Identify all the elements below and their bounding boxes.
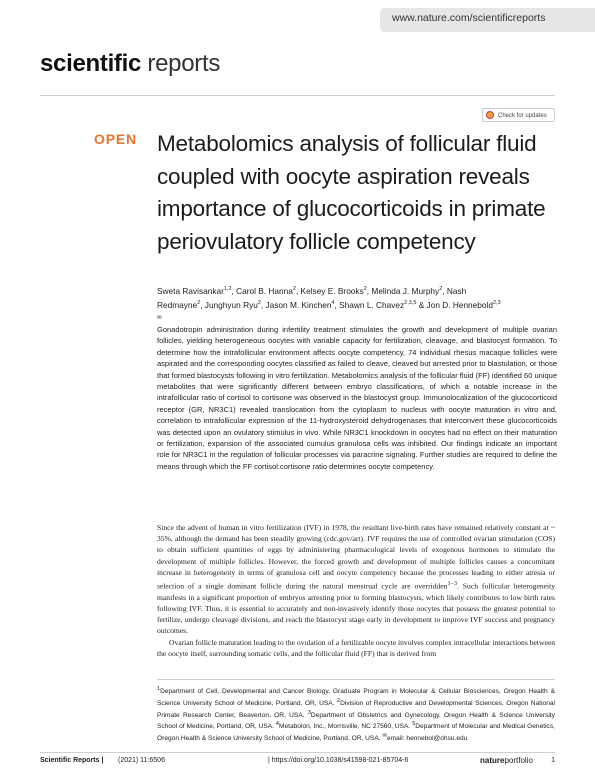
page-footer — [40, 755, 555, 771]
open-access-label: OPEN — [94, 131, 137, 147]
nature-portfolio-logo — [480, 756, 533, 765]
affiliation-divider — [157, 679, 555, 680]
affiliations: $^1$Department of Cell, Developmental and Cancer Biology, Graduate Program in Molecular & Cellular Biosciences, Oregon Health & Science University School of Medicine, Portland, OR, USA. $^2$Division of Reproductive and Developmental Sciences, Oregon National Primate Research Center, Beaverton, OR, USA. $^3$Department of Obstetrics and Gynecology, Oregon Health & Science University School of Medicine, Portland, OR, USA. $^4$Metabolon, Inc., Morrisville, NC 27560, USA. $^5$Department of Molecular and Medical Genetics, Oregon Health & Science University School of Medicine, Portland, OR, USA. ✉email: hennebol@ohsu.edu — [157, 686, 555, 743]
brand-light: portfolio — [504, 756, 533, 765]
footer-journal: Scientific Reports | — [40, 757, 104, 764]
header-divider — [40, 95, 555, 96]
footer-doi-link[interactable]: | https://doi.org/10.1038/s41598-021-85704-6 — [268, 757, 409, 764]
body-paragraph-1: Since the advent of human in vitro fertilization (IVF) in 1978, the resultant live-birth rates have remained relatively constant at ~ 35%, although the demand has been steadily growing (cdc.gov/art). IVF requires the use of controlled ovarian stimulation (COS) to obtain sufficient quantities of eggs by administering pharmacological levels of exogenous hormones to stimulate the development of multiple follicles. However, the forced growth and development of multiple follicles causes a concomitant increase in heterogeneity in terms of granulosa cell and oocyte competency because the processes leading to either atresia or selection of a single dominant follicle during the natural menstrual cycle are overridden$^{1-3}$. Such follicular heterogeneity manifests in a significant proportion of embryos arresting prior to forming blastocysts, which likely contributes to low birth rates following IVF. Thus, it is essential to accurately and non-invasively identify those oocytes that possess the greatest potential to fertilize, undergo cleavage divisions, and reach the blastocyst stage early in development to improve IVF success and pregnancy outcomes. — [157, 523, 556, 636]
journal-logo[interactable] — [40, 50, 220, 78]
check-updates-button[interactable] — [482, 108, 555, 122]
footer-divider — [40, 752, 555, 753]
journal-url[interactable]: www.nature.com/scientificreports — [380, 8, 595, 32]
abstract: Gonadotropin administration during infertility treatment stimulates the growth and development of multiple ovarian follicles, yielding heterogeneous oocytes with variable capacity for fertilization, cleavage, and blastocyst formation. To determine how the intrafollicular environment affects oocyte competency, 74 individual rhesus macaque follicles were aspirated and the corresponding oocytes classified as failed to cleave, cleaved but arrested prior to blastulation, or those that formed blastocysts following in vitro fertilization. Metabolomics analysis of the follicular fluid (FF) identified 60 unique metabolites that were significantly different between embryo classifications, of which a notable increase in the intrafollicular ratio of cortisol to cortisone was observed in the blastocyst group. Immunolocalization of the glucocorticoid receptor (GR, NR3C1) revealed translocation from the cytoplasm to nucleus with oocyte maturation in vitro and, correlation to intrafollicular expression of the 11-hydroxysteroid dehydrogenases that interconvert these glucocorticoids was detected upon an ovulatory stimulus in vivo. While NR3C1 knockdown in oocytes had no effect on their maturation or fertilization, expansion of the associated cumulus granulosa cells was inhibited. Our findings indicate an important role for NR3C1 in the regulation of follicular processes via paracrine signaling. Further studies are required to define the means through which the FF cortisol:cortisone ratio determines oocyte competency. — [157, 325, 557, 471]
crossmark-icon — [486, 111, 494, 119]
article-title: Metabolomics analysis of follicular fluid coupled with oocyte aspiration reveals importance of glucocorticoids in primate periovulatory follicle competency — [157, 131, 546, 254]
footer-year-volume: (2021) 11:6506 — [118, 757, 165, 764]
journal-name-light: reports — [147, 50, 221, 77]
brand-bold: nature — [480, 756, 505, 765]
check-updates-label: Check for updates — [498, 113, 547, 119]
author-list[interactable]: Sweta Ravisankar$^{1,2}$, Carol B. Hanna$^2$, Kelsey E. Brooks$^2$, Melinda J. Murphy$^2$, Nash Redmayne$^2$, Junghyun Ryu$^2$, Jason M. Kinchen$^4$, Shawn L. Chavez$^{2,3,5}$ & Jon D. Hennebold$^{2,3✉}$ — [157, 285, 501, 321]
body-paragraph-2: Ovarian follicle maturation leading to the ovulation of a fertilizable oocyte involves complex intracellular interactions between the oocyte itself, surrounding somatic cells, and the follicular fluid (FF) that is derived from — [157, 637, 555, 658]
main-text — [157, 522, 555, 659]
journal-name-bold: scientific — [40, 50, 142, 77]
page-number: 1 — [551, 757, 555, 764]
